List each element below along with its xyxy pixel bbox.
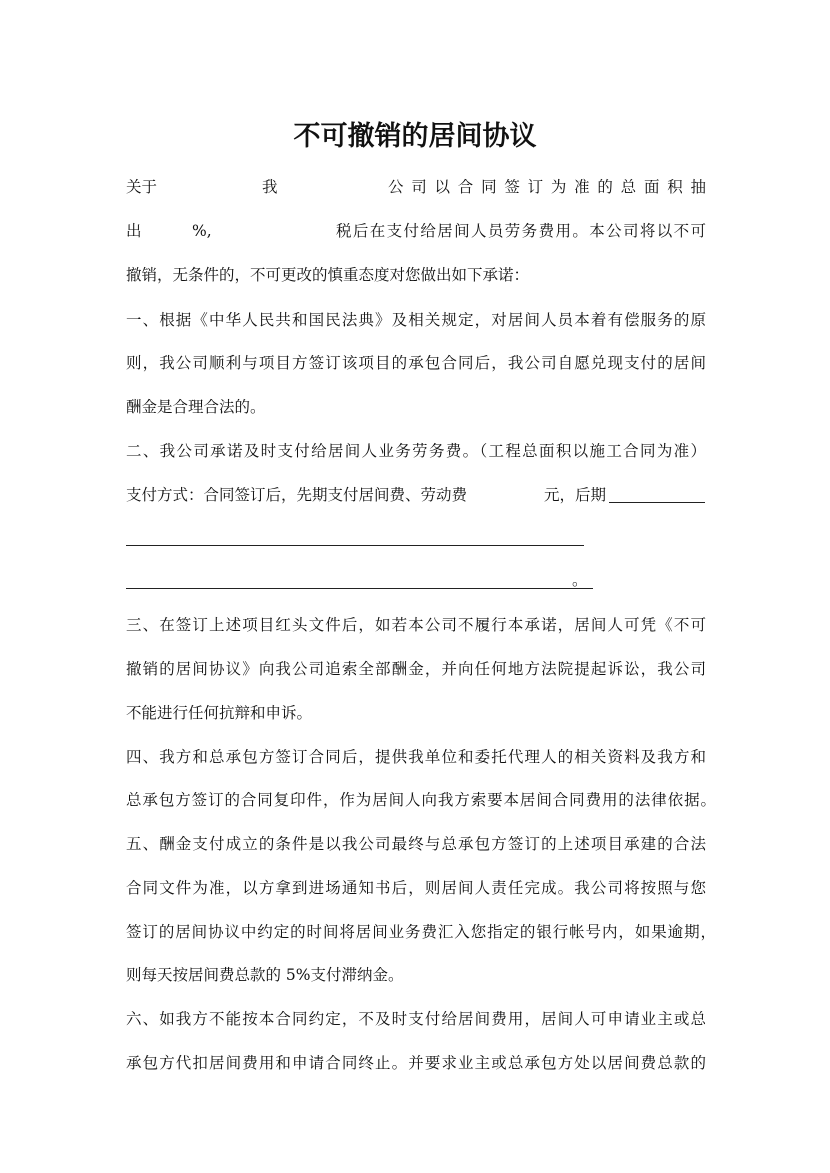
clause-5-line: 合同文件为准，以方拿到进场通知书后，则居间人责任完成。我公司将按照与您 — [126, 879, 706, 897]
intro-text: 税后在支付给居间人员劳务费用。本公司将以不可 — [336, 222, 706, 240]
clause-3-line: 不能进行任何抗辩和申诉。 — [126, 704, 313, 722]
clause-6-line: 六、如我方不能按本合同约定，不及时支付给居间费用，居间人可申请业主或总 — [126, 1010, 706, 1028]
clause-1-line: 酬金是合理合法的。 — [126, 398, 266, 416]
clause-3-line: 撤销的居间协议》向我公司追索全部酬金，并向任何地方法院提起诉讼，我公司 — [126, 660, 706, 678]
intro-text: %, — [192, 222, 212, 240]
clause-2-line: 二、我公司承诺及时支付给居间人业务劳务费。（工程总面积以施工合同为准） — [126, 442, 706, 460]
blank-line — [126, 545, 584, 546]
clause-5-line: 五、酬金支付成立的条件是以我公司最终与总承包方签订的上述项目承建的合法 — [126, 835, 706, 853]
document-title: 不可撤销的居间协议 — [293, 121, 537, 152]
end-mark: 。 — [572, 571, 588, 589]
clause-6-line: 承包方代扣居间费用和申请合同终止。并要求业主或总承包方处以居间费总款的 — [126, 1054, 706, 1072]
payment-text: 元，后期 — [544, 486, 607, 504]
clause-1-line: 一、根据《中华人民共和国民法典》及相关规定，对居间人员本着有偿服务的原 — [126, 311, 706, 329]
intro-line-3: 撤销，无条件的，不可更改的慎重态度对您做出如下承诺： — [126, 266, 530, 284]
clause-3-line: 三、在签订上述项目红头文件后，如若本公司不履行本承诺，居间人可凭《不可 — [126, 616, 706, 634]
intro-text: 出 — [126, 222, 142, 240]
blank-line — [609, 502, 705, 503]
clause-4-line: 四、我方和总承包方签订合同后，提供我单位和委托代理人的相关资料及我方和 — [126, 748, 706, 766]
intro-text: 我 — [262, 178, 278, 196]
blank-line — [126, 588, 593, 589]
intro-text: 公司以合同签订为准的总面积抽 — [388, 178, 706, 196]
clause-4-line: 总承包方签订的合同复印件，作为居间人向我方索要本居间合同费用的法律依据。 — [126, 791, 716, 809]
payment-text: 支付方式：合同签订后，先期支付居间费、劳动费 — [126, 486, 468, 504]
clause-5-line: 则每天按居间费总款的 5%支付滞纳金。 — [126, 966, 404, 984]
clause-5-line: 签订的居间协议中约定的时间将居间业务费汇入您指定的银行帐号内，如果逾期， — [126, 923, 716, 941]
clause-1-line: 则，我公司顺利与项目方签订该项目的承包合同后，我公司自愿兑现支付的居间 — [126, 354, 706, 372]
intro-text: 关于 — [126, 178, 158, 196]
